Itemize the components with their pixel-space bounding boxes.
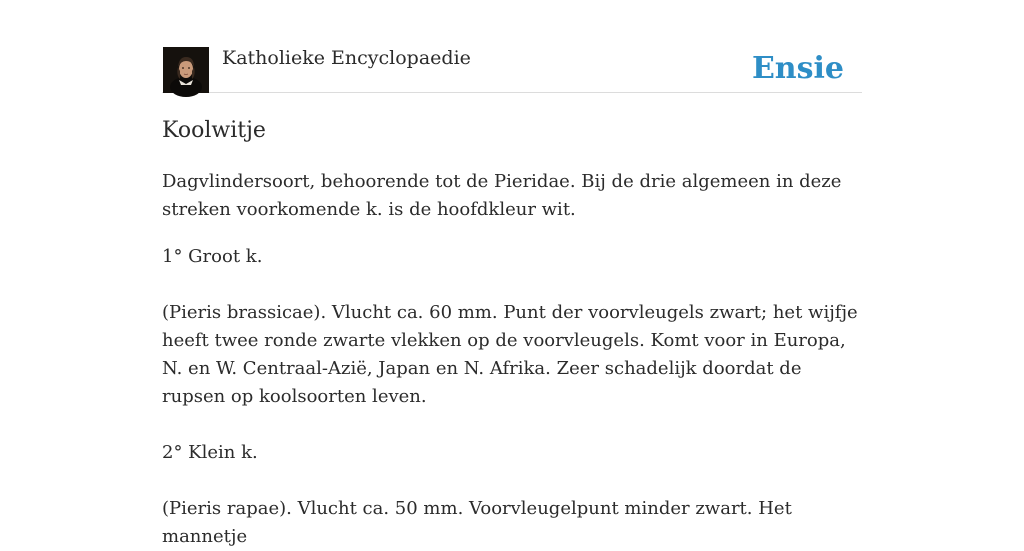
- paragraph-spacer: [162, 271, 862, 299]
- source-name[interactable]: Katholieke Encyclopaedie: [222, 47, 471, 69]
- section-body: (Pieris brassicae). Vlucht ca. 60 mm. Punt der voorvleugels zwart; het wijfje heeft twee ronde zwarte vlekken op de voorvleugels. Komt voor in Europa, N. en W. Centraal-Azië, Japan en N. Afrika. Zeer schadelijk doordat de rupsen op koolsoorten leven.: [162, 302, 858, 407]
- page-header: [162, 46, 862, 93]
- page-title: Koolwitje: [162, 118, 266, 143]
- section-heading: 2° Klein k.: [162, 442, 258, 463]
- brand-logo[interactable]: Ensie: [751, 51, 844, 86]
- paragraph-spacer: [162, 467, 862, 495]
- section-heading: 1° Groot k.: [162, 246, 263, 267]
- portrait-avatar-icon[interactable]: [163, 47, 209, 93]
- article-intro: Dagvlindersoort, behoorende tot de Pieridae. Bij de drie algemeen in deze streken voorkomende k. is de hoofdkleur wit.: [162, 171, 842, 220]
- paragraph-spacer: [162, 411, 862, 439]
- article-body: [162, 168, 862, 551]
- section-body: (Pieris rapae). Vlucht ca. 50 mm. Voorvleugelpunt minder zwart. Het mannetje: [162, 498, 792, 547]
